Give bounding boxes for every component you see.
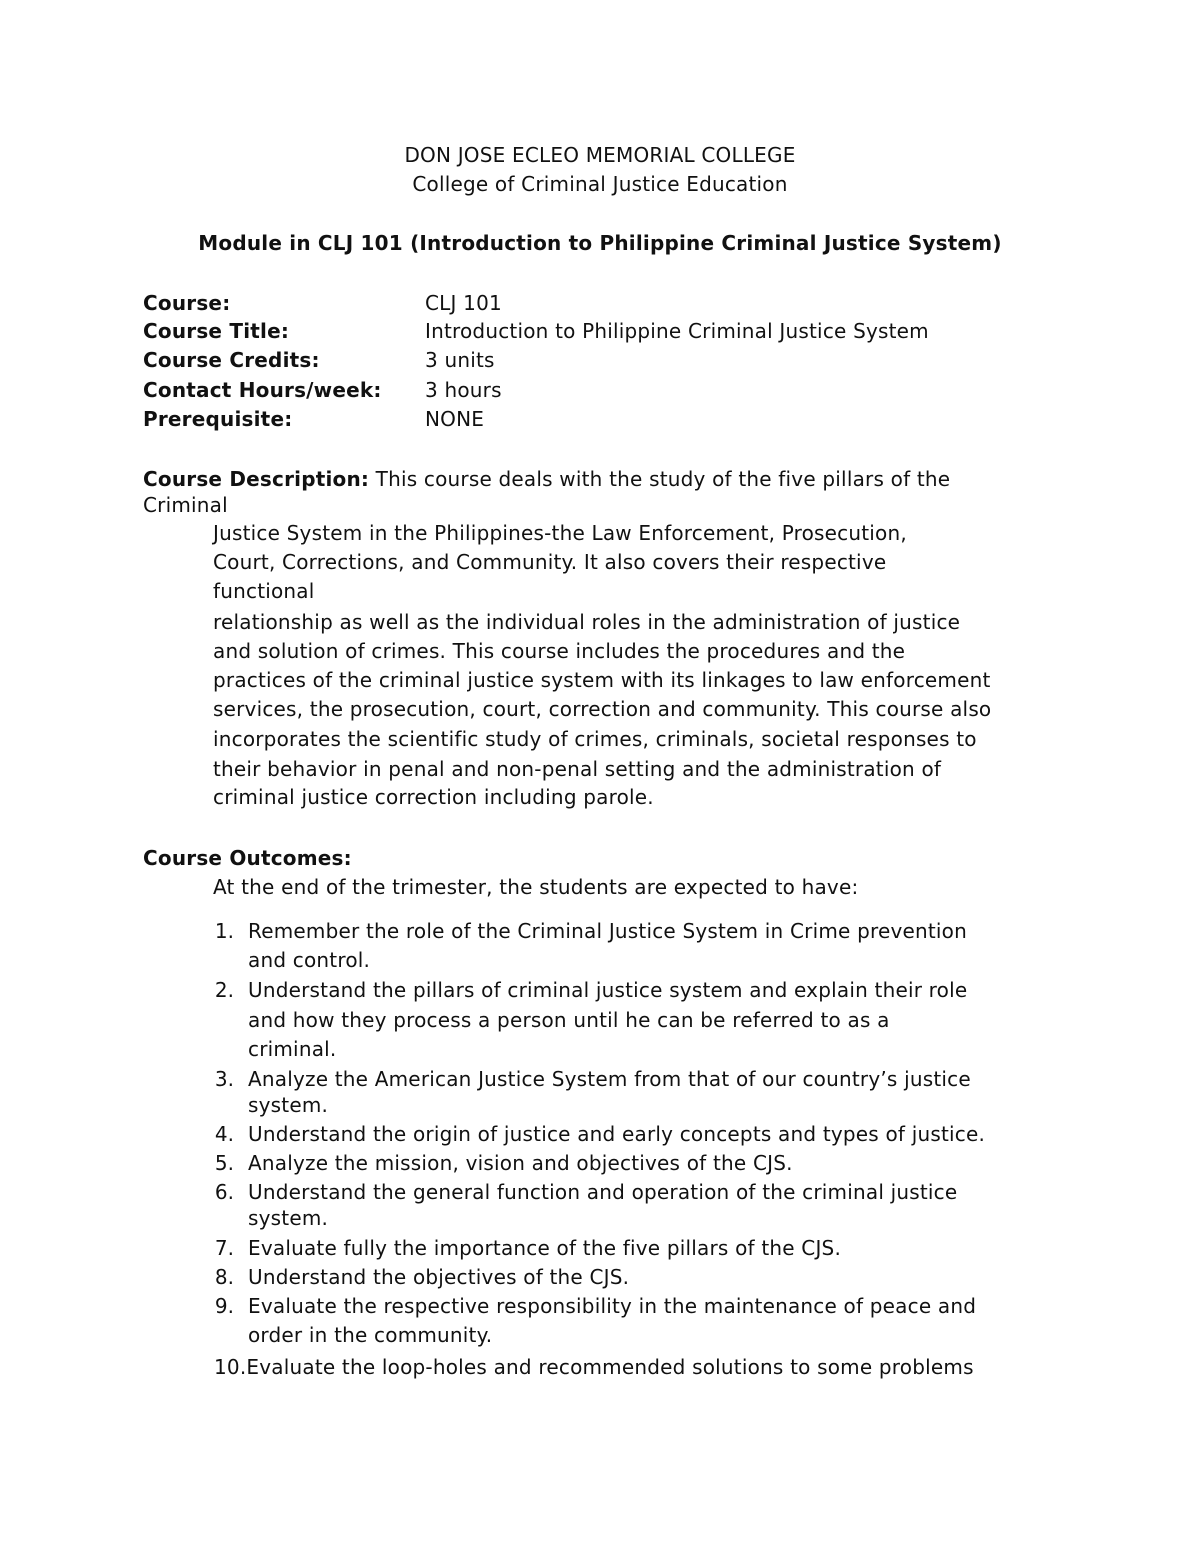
outcome-line: Evaluate fully the importance of the five pillars of the CJS.: [248, 1236, 842, 1260]
info-label-course-title: Course Title:: [143, 319, 290, 343]
outcome-line: order in the community.: [248, 1323, 493, 1347]
description-line: Court, Corrections, and Community. It also covers their respective: [213, 550, 887, 574]
description-line: practices of the criminal justice system with its linkages to law enforcement: [213, 668, 991, 692]
info-label-prerequisite: Prerequisite:: [143, 407, 293, 431]
department-name: College of Criminal Justice Education: [412, 172, 788, 196]
info-label-course: Course:: [143, 291, 231, 315]
info-label-contact-hours: Contact Hours/week:: [143, 378, 382, 402]
info-value-course-credits: 3 units: [425, 348, 495, 372]
info-value-course-title: Introduction to Philippine Criminal Justice System: [425, 319, 929, 343]
outcome-line-cut: 10.Evaluate the loop-holes and recommended solutions to some problems: [214, 1355, 974, 1379]
description-text: This course deals with the study of the five pillars of the: [375, 467, 951, 491]
outcomes-label: Course Outcomes:: [143, 846, 352, 870]
description-line: and solution of crimes. This course includes the procedures and the: [213, 639, 906, 663]
outcome-number: 1.: [214, 919, 234, 943]
outcome-number: 5.: [214, 1151, 234, 1175]
outcome-line: Understand the objectives of the CJS.: [248, 1265, 630, 1289]
outcome-line: Understand the pillars of criminal justice system and explain their role: [248, 978, 968, 1002]
outcome-number: 7.: [214, 1236, 234, 1260]
description-label: Course Description:: [143, 467, 370, 491]
outcome-number: 2.: [214, 978, 234, 1002]
info-value-prerequisite: NONE: [425, 407, 485, 431]
module-title: Module in CLJ 101 (Introduction to Philippine Criminal Justice System): [198, 231, 1002, 255]
description-line: functional: [213, 579, 315, 603]
description-first-line: [143, 466, 950, 492]
info-value-course: CLJ 101: [425, 291, 502, 315]
description-line: their behavior in penal and non-penal setting and the administration of: [213, 757, 942, 781]
cut-off-line-container: [0, 1352, 1200, 1379]
description-line: criminal justice correction including parole.: [213, 785, 654, 809]
description-line: relationship as well as the individual roles in the administration of justice: [213, 610, 961, 634]
info-label-course-credits: Course Credits:: [143, 348, 320, 372]
outcome-number: 4.: [214, 1122, 234, 1146]
description-line: Justice System in the Philippines-the Law Enforcement, Prosecution,: [213, 521, 907, 545]
outcome-line: and control.: [248, 948, 371, 972]
outcome-line: Remember the role of the Criminal Justice System in Crime prevention: [248, 919, 967, 943]
outcome-line: system.: [248, 1093, 329, 1117]
outcome-line: Analyze the mission, vision and objectives of the CJS.: [248, 1151, 793, 1175]
outcome-line: and how they process a person until he can be referred to as a: [248, 1008, 890, 1032]
outcome-line: system.: [248, 1206, 329, 1230]
outcome-number: 3.: [214, 1067, 234, 1091]
outcome-number: 9.: [214, 1294, 234, 1318]
outcome-line: Understand the origin of justice and early concepts and types of justice.: [248, 1122, 986, 1146]
outcome-line: Understand the general function and operation of the criminal justice: [248, 1180, 958, 1204]
outcome-line: Analyze the American Justice System from that of our country’s justice: [248, 1067, 971, 1091]
outcome-line: criminal.: [248, 1037, 337, 1061]
outcomes-intro: At the end of the trimester, the students are expected to have:: [213, 875, 859, 899]
school-name: DON JOSE ECLEO MEMORIAL COLLEGE: [404, 143, 796, 167]
info-value-contact-hours: 3 hours: [425, 378, 502, 402]
description-line: incorporates the scientific study of crimes, criminals, societal responses to: [213, 727, 977, 751]
outcome-number: 6.: [214, 1180, 234, 1204]
outcome-line: Evaluate the respective responsibility in the maintenance of peace and: [248, 1294, 977, 1318]
outcome-number: 8.: [214, 1265, 234, 1289]
description-line: Criminal: [143, 493, 228, 517]
description-line: services, the prosecution, court, correction and community. This course also: [213, 697, 992, 721]
